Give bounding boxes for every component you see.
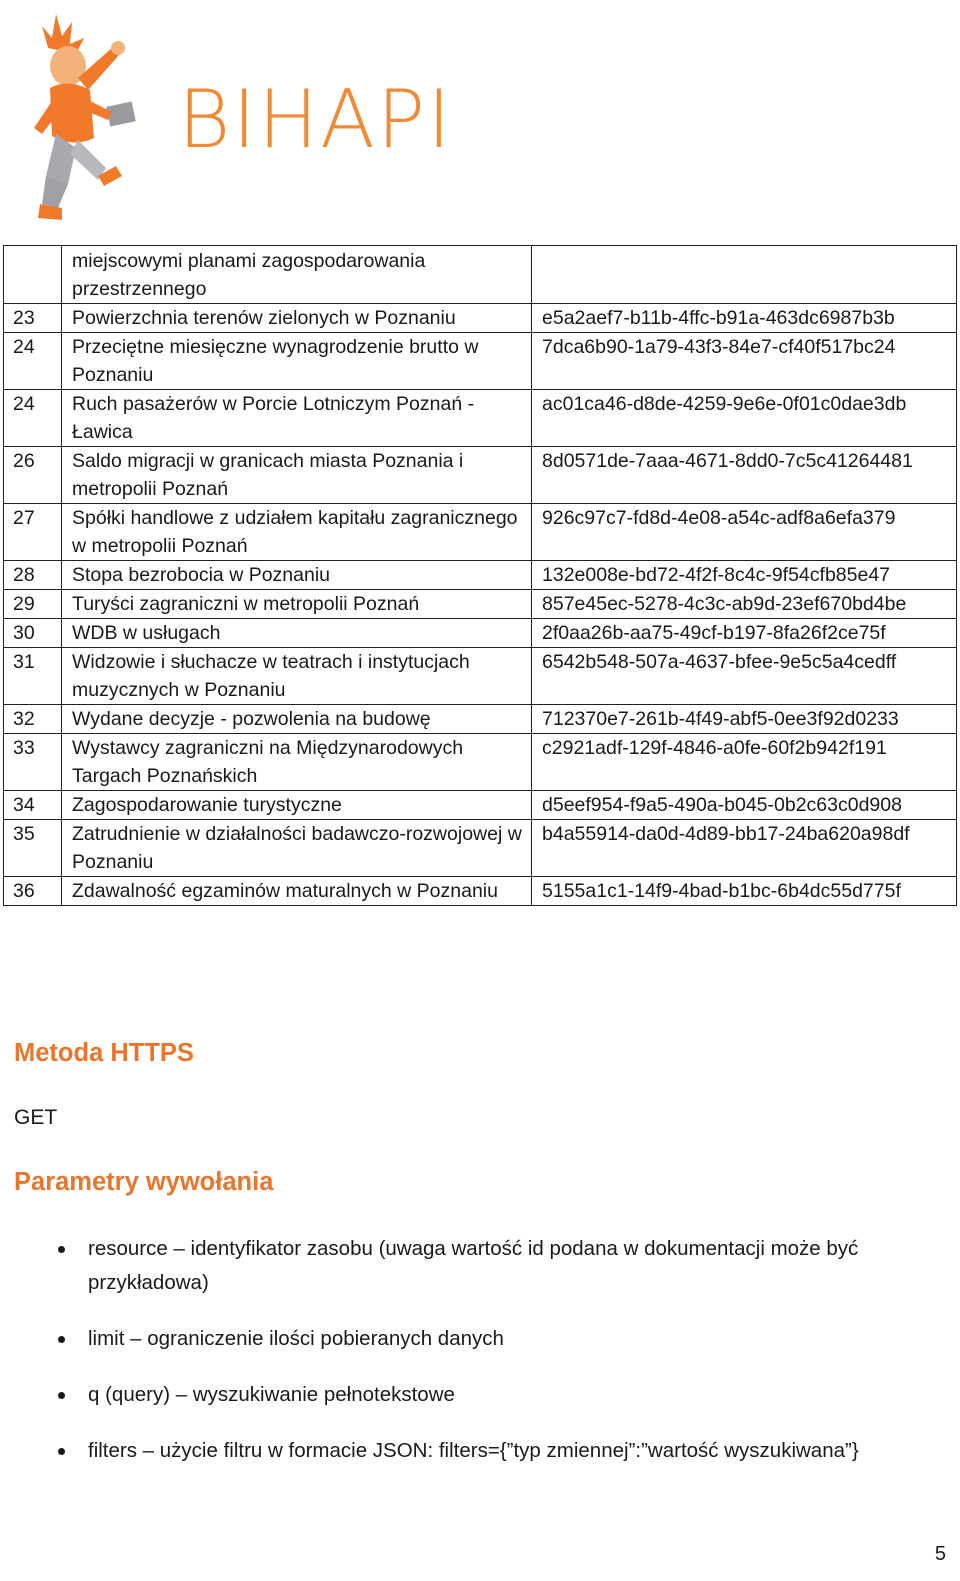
table-row [4, 390, 957, 447]
resource-id: 712370e7-261b-4f49-abf5-0ee3f92d0233 [532, 705, 957, 734]
logo-wordmark: BIHAPI [178, 73, 453, 166]
parameters-heading: Parametry wywołania [14, 1168, 274, 1196]
dataset-name: Przeciętne miesięczne wynagrodzenie brutto w Poznaniu [62, 333, 532, 390]
resource-id: 7dca6b90-1a79-43f3-84e7-cf40f517bc24 [532, 333, 957, 390]
row-number: 28 [4, 561, 62, 590]
parameter-item-limit [0, 1322, 946, 1356]
dataset-name: Wydane decyzje - pozwolenia na budowę [62, 705, 532, 734]
row-number: 24 [4, 390, 62, 447]
dataset-name: Saldo migracji w granicach miasta Poznania i metropolii Poznań [62, 447, 532, 504]
dataset-table [3, 245, 957, 906]
resource-id: e5a2aef7-b11b-4ffc-b91a-463dc6987b3b [532, 304, 957, 333]
row-number: 24 [4, 333, 62, 390]
row-number: 36 [4, 877, 62, 906]
row-number: 32 [4, 705, 62, 734]
table-row [4, 504, 957, 561]
table-row [4, 734, 957, 791]
resource-id: b4a55914-da0d-4d89-bb17-24ba620a98df [532, 820, 957, 877]
table-row [4, 246, 957, 304]
parameters-list [0, 1232, 946, 1490]
row-number: 26 [4, 447, 62, 504]
dataset-name: Widzowie i słuchacze w teatrach i instytucjach muzycznych w Poznaniu [62, 648, 532, 705]
page-number: 5 [934, 1543, 946, 1565]
dataset-name: WDB w usługach [62, 619, 532, 648]
bullet-icon [58, 1392, 65, 1399]
jumping-businessman-icon [28, 8, 178, 223]
table-row [4, 705, 957, 734]
resource-id [532, 246, 957, 304]
parameter-item-query [0, 1378, 946, 1412]
row-number [4, 246, 62, 304]
dataset-name: Powierzchnia terenów zielonych w Poznaniu [62, 304, 532, 333]
table-row [4, 791, 957, 820]
resource-id: 926c97c7-fd8d-4e08-a54c-adf8a6efa379 [532, 504, 957, 561]
dataset-name: Spółki handlowe z udziałem kapitału zagranicznego w metropolii Poznań [62, 504, 532, 561]
table-row [4, 561, 957, 590]
resource-id: 8d0571de-7aaa-4671-8dd0-7c5c41264481 [532, 447, 957, 504]
row-number: 27 [4, 504, 62, 561]
row-number: 29 [4, 590, 62, 619]
parameter-text: q (query) – wyszukiwanie pełnotekstowe [88, 1383, 455, 1406]
table-row [4, 619, 957, 648]
table-row [4, 590, 957, 619]
parameter-text: limit – ograniczenie ilości pobieranych danych [88, 1327, 504, 1350]
table-row [4, 877, 957, 906]
parameter-text: filters – użycie filtru w formacie JSON: filters={”typ zmiennej”:”wartość wyszukiwana”} [88, 1439, 859, 1462]
resource-id: ac01ca46-d8de-4259-9e6e-0f01c0dae3db [532, 390, 957, 447]
table-row [4, 333, 957, 390]
resource-id: d5eef954-f9a5-490a-b045-0b2c63c0d908 [532, 791, 957, 820]
parameter-text: resource – identyfikator zasobu (uwaga wartość id podana w dokumentacji może być przykładowa) [88, 1237, 859, 1294]
bullet-icon [58, 1336, 65, 1343]
table-row [4, 447, 957, 504]
dataset-name: Ruch pasażerów w Porcie Lotniczym Poznań - Ławica [62, 390, 532, 447]
parameter-item-resource [0, 1232, 946, 1300]
dataset-name: Stopa bezrobocia w Poznaniu [62, 561, 532, 590]
table-row [4, 304, 957, 333]
dataset-name: Wystawcy zagraniczni na Międzynarodowych Targach Poznańskich [62, 734, 532, 791]
dataset-name: miejscowymi planami zagospodarowania przestrzennego [62, 246, 532, 304]
resource-id: 2f0aa26b-aa75-49cf-b197-8fa26f2ce75f [532, 619, 957, 648]
bullet-icon [58, 1448, 65, 1455]
dataset-name: Zatrudnienie w działalności badawczo-rozwojowej w Poznaniu [62, 820, 532, 877]
row-number: 30 [4, 619, 62, 648]
resource-id: 6542b548-507a-4637-bfee-9e5c5a4cedff [532, 648, 957, 705]
row-number: 31 [4, 648, 62, 705]
table-row [4, 820, 957, 877]
dataset-name: Zdawalność egzaminów maturalnych w Poznaniu [62, 877, 532, 906]
table-row [4, 648, 957, 705]
parameter-item-filters [0, 1434, 946, 1468]
dataset-name: Zagospodarowanie turystyczne [62, 791, 532, 820]
resource-id: 132e008e-bd72-4f2f-8c4c-9f54cfb85e47 [532, 561, 957, 590]
dataset-name: Turyści zagraniczni w metropolii Poznań [62, 590, 532, 619]
resource-id: c2921adf-129f-4846-a0fe-60f2b942f191 [532, 734, 957, 791]
bihapi-logo [28, 8, 453, 223]
row-number: 23 [4, 304, 62, 333]
bullet-icon [58, 1246, 65, 1253]
row-number: 34 [4, 791, 62, 820]
row-number: 35 [4, 820, 62, 877]
resource-id: 5155a1c1-14f9-4bad-b1bc-6b4dc55d775f [532, 877, 957, 906]
method-value: GET [14, 1106, 58, 1129]
row-number: 33 [4, 734, 62, 791]
resource-id: 857e45ec-5278-4c3c-ab9d-23ef670bd4be [532, 590, 957, 619]
method-heading: Metoda HTTPS [14, 1039, 194, 1067]
